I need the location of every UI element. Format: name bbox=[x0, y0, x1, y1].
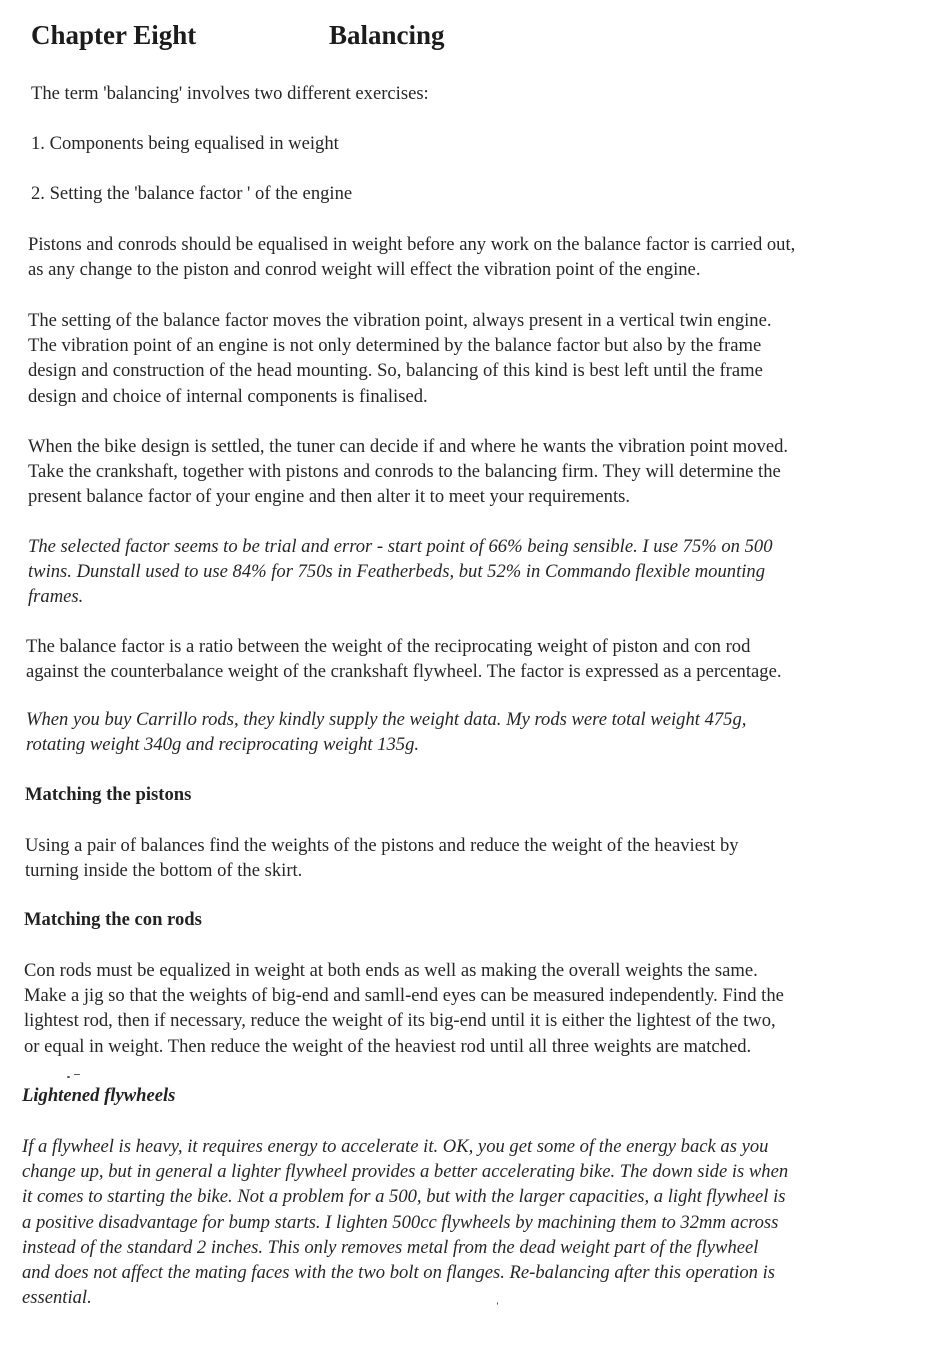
paragraph-line: design and construction of the head mounting. So, balancing of this kind is best left until the frame bbox=[28, 360, 763, 382]
chapter-topic: Balancing bbox=[329, 20, 445, 50]
heading-matching-conrods: Matching the con rods bbox=[24, 909, 202, 930]
paragraph-line: Con rods must be equalized in weight at both ends as well as making the overall weights the same. bbox=[24, 960, 758, 981]
paragraph-line: design and choice of internal components is finalised. bbox=[28, 385, 428, 407]
heading-lightened-flywheels: Lightened flywheels bbox=[22, 1085, 176, 1106]
list-item-2 bbox=[31, 181, 352, 206]
paragraph-line: When the bike design is settled, the tuner can decide if and where he wants the vibration point moved. bbox=[28, 436, 789, 457]
paragraph-balance-factor-ratio bbox=[26, 634, 781, 684]
scan-speck bbox=[497, 1302, 498, 1305]
note-lightened-flywheels bbox=[22, 1134, 788, 1310]
paragraph-line: Take the crankshaft, together with pistons and conrods to the balancing firm. They will determine the bbox=[28, 461, 781, 483]
note-line: The selected factor seems to be trial and error - start point of 66% being sensible. I use 75% on 500 bbox=[28, 536, 773, 557]
note-line: and does not affect the mating faces with the two bolt on flanges. Re-balancing after this operation is bbox=[22, 1262, 775, 1284]
paragraph-line: Pistons and conrods should be equalised in weight before any work on the balance factor is carried out, bbox=[28, 234, 796, 255]
paragraph-line: or equal in weight. Then reduce the weight of the heaviest rod until all three weights are matched. bbox=[24, 1035, 752, 1057]
paragraph-matching-pistons bbox=[25, 833, 739, 883]
note-selected-factor bbox=[28, 534, 773, 610]
paragraph-matching-conrods bbox=[24, 958, 784, 1059]
note-line: rotating weight 340g and reciprocating weight 135g. bbox=[26, 734, 420, 756]
paragraph-line: The balance factor is a ratio between the weight of the reciprocating weight of piston and con rod bbox=[26, 636, 751, 657]
paragraph-line: Using a pair of balances find the weights of the pistons and reduce the weight of the heaviest by bbox=[25, 835, 739, 856]
scan-speck bbox=[74, 1074, 80, 1075]
paragraph-bike-design bbox=[28, 434, 788, 510]
intro-paragraph bbox=[31, 81, 429, 106]
paragraph-line: lightest rod, then if necessary, reduce the weight of its big-end until it is either the lightest of the two, bbox=[24, 1010, 776, 1032]
paragraph-line: as any change to the piston and conrod weight will effect the vibration point of the engine. bbox=[28, 259, 701, 281]
paragraph-line: The setting of the balance factor moves the vibration point, always present in a vertical twin engine. bbox=[28, 310, 772, 331]
heading-matching-pistons: Matching the pistons bbox=[25, 784, 192, 805]
note-line: frames. bbox=[28, 586, 84, 608]
paragraph-pistons-conrods bbox=[28, 232, 795, 282]
note-line: If a flywheel is heavy, it requires energy to accelerate it. OK, you get some of the energy back as you bbox=[22, 1136, 769, 1157]
scan-speck bbox=[67, 1076, 70, 1078]
paragraph-line: against the counterbalance weight of the crankshaft flywheel. The factor is expressed as a percentage. bbox=[26, 661, 782, 683]
note-line: it comes to starting the bike. Not a problem for a 500, but with the larger capacities, a light flywheel is bbox=[22, 1186, 786, 1208]
note-line: essential. bbox=[22, 1287, 92, 1309]
chapter-title: Chapter Eight bbox=[31, 20, 197, 50]
note-line: twins. Dunstall used to use 84% for 750s in Featherbeds, but 52% in Commando flexible mounting bbox=[28, 561, 765, 583]
note-line: change up, but in general a lighter flywheel provides a better accelerating bike. The down side is when bbox=[22, 1161, 789, 1183]
paragraph-line: Make a jig so that the weights of big-end and samll-end eyes can be measured independently. Find the bbox=[24, 985, 784, 1007]
list-item-2-text: 2. Setting the 'balance factor ' of the engine bbox=[31, 183, 353, 204]
paragraph-line: present balance factor of your engine and then alter it to meet your requirements. bbox=[28, 486, 630, 508]
paragraph-balance-factor-setting bbox=[28, 308, 772, 409]
note-line: When you buy Carrillo rods, they kindly supply the weight data. My rods were total weight 475g, bbox=[26, 709, 747, 730]
paragraph-line: turning inside the bottom of the skirt. bbox=[25, 860, 303, 882]
intro-line: The term 'balancing' involves two different exercises: bbox=[31, 83, 429, 104]
note-line: a positive disadvantage for bump starts. I lighten 500cc flywheels by machining them to 32mm across bbox=[22, 1211, 779, 1233]
note-carrillo-rods bbox=[26, 707, 746, 757]
list-item-1 bbox=[31, 131, 339, 156]
list-item-1-text: 1. Components being equalised in weight bbox=[31, 133, 339, 154]
note-line: instead of the standard 2 inches. This only removes metal from the dead weight part of the flywheel bbox=[22, 1236, 759, 1258]
paragraph-line: The vibration point of an engine is not only determined by the balance factor but also by the frame bbox=[28, 335, 762, 357]
